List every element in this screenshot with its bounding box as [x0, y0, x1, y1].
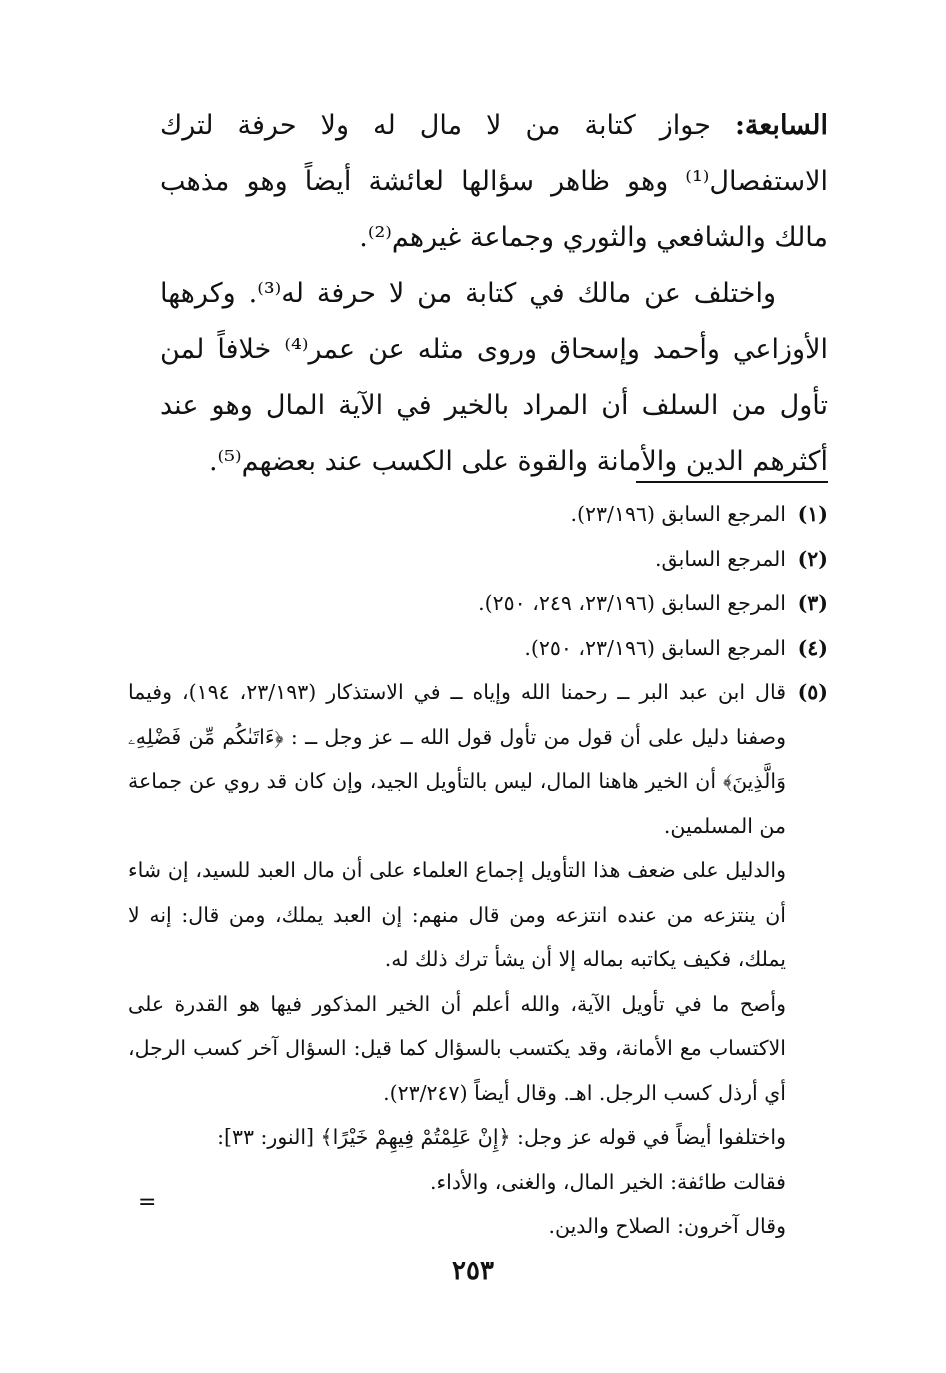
footnote-text: المرجع السابق (٢٣/١٩٦).: [570, 502, 786, 526]
footnote-continuation: واختلفوا أيضاً في قوله عز وجل: ﴿إِنْ عَلِمْتُمْ فِيهِمْ خَيْرًا﴾ [النور: ٣٣]:: [217, 1125, 786, 1149]
footnote-item: [128, 626, 828, 671]
footnote-continuation: وأصح ما في تأويل الآية، والله أعلم أن الخير المذكور فيها هو القدرة على الاكتساب مع الأمانة، وقد يكتسب بالسؤال كما قيل: السؤال آخر كسب الرجل، أي أرذل كسب الرجل. اهـ. وقال أيضاً (٢٣/٢٤٧).: [128, 991, 786, 1105]
footnote-continuation: فقالت طائفة: الخير المال، والغنى، والأداء.: [429, 1169, 786, 1194]
footnote-divider: [636, 481, 828, 483]
footnote-number: (٤): [797, 635, 828, 660]
footnote-item: [128, 581, 828, 626]
footnote-continuation: والدليل على ضعف هذا التأويل إجماع العلماء على أن مال العبد للسيد، إن شاء أن ينتزعه من عنده انتزعه ومن قال منهم: إن العبد يملك، ومن قال: إنه لا يملك، فكيف يكاتبه بماله إلا أن يشأ ترك ذلك له.: [128, 858, 786, 971]
footnote-number: (٥): [797, 680, 828, 704]
paragraph-lead-word: السابعة:: [734, 110, 828, 141]
paragraph-seventh-point: [160, 98, 828, 266]
main-text-block: [160, 98, 828, 490]
footnote-number: (١): [797, 502, 828, 526]
footnote-item: [128, 492, 828, 537]
footnote-number: (٢): [797, 546, 828, 571]
paragraph-body: جواز كتابة من لا مال له ولا حرفة لترك الاستفصال⁽¹⁾ وهو ظاهر سؤالها لعائشة أيضاً وهو مذهب مالك والشافعي والثوري وجماعة غيرهم⁽²⁾.: [160, 110, 828, 253]
footnote-item: [128, 537, 828, 582]
footnote-text: قال ابن عبد البر ــ رحمنا الله وإياه ــ في الاستذكار (٢٣/١٩٣، ١٩٤)، وفيما وصفنا دليل على أن قول من تأول قول الله ــ عز وجل ــ : ﴿ءَاتَىٰكُم مِّن فَضْلِهِۦ وَالَّذِينَ﴾ أن الخير هاهنا المال، ليس بالتأويل الجيد، وإن كان قد روي عن جماعة من المسلمين.: [128, 680, 786, 838]
footnote-text: المرجع السابق (٢٣/١٩٦، ٢٤٩، ٢٥٠).: [478, 591, 786, 615]
page-number: ٢٥٣: [452, 1256, 494, 1286]
footnote-number: (٣): [797, 591, 828, 615]
continuation-mark: =: [138, 1190, 157, 1215]
footnote-continuation: وقال آخرون: الصلاح والدين.: [548, 1214, 786, 1238]
footnote-item: [128, 670, 828, 848]
footnote-text: المرجع السابق (٢٣/١٩٦، ٢٥٠).: [524, 635, 786, 660]
footnotes-block: [128, 492, 828, 1249]
paragraph-disagreement: واختلف عن مالك في كتابة من لا حرفة له⁽³⁾. وكرهها الأوزاعي وأحمد وإسحاق وروى مثله عن عمر⁽⁴⁾ خلافاً لمن تأول من السلف أن المراد بالخير في الآية المال وهو عند أكثرهم الدين والأمانة والقوة على الكسب عند بعضهم⁽⁵⁾.: [160, 278, 828, 477]
footnote-text: المرجع السابق.: [655, 546, 786, 571]
